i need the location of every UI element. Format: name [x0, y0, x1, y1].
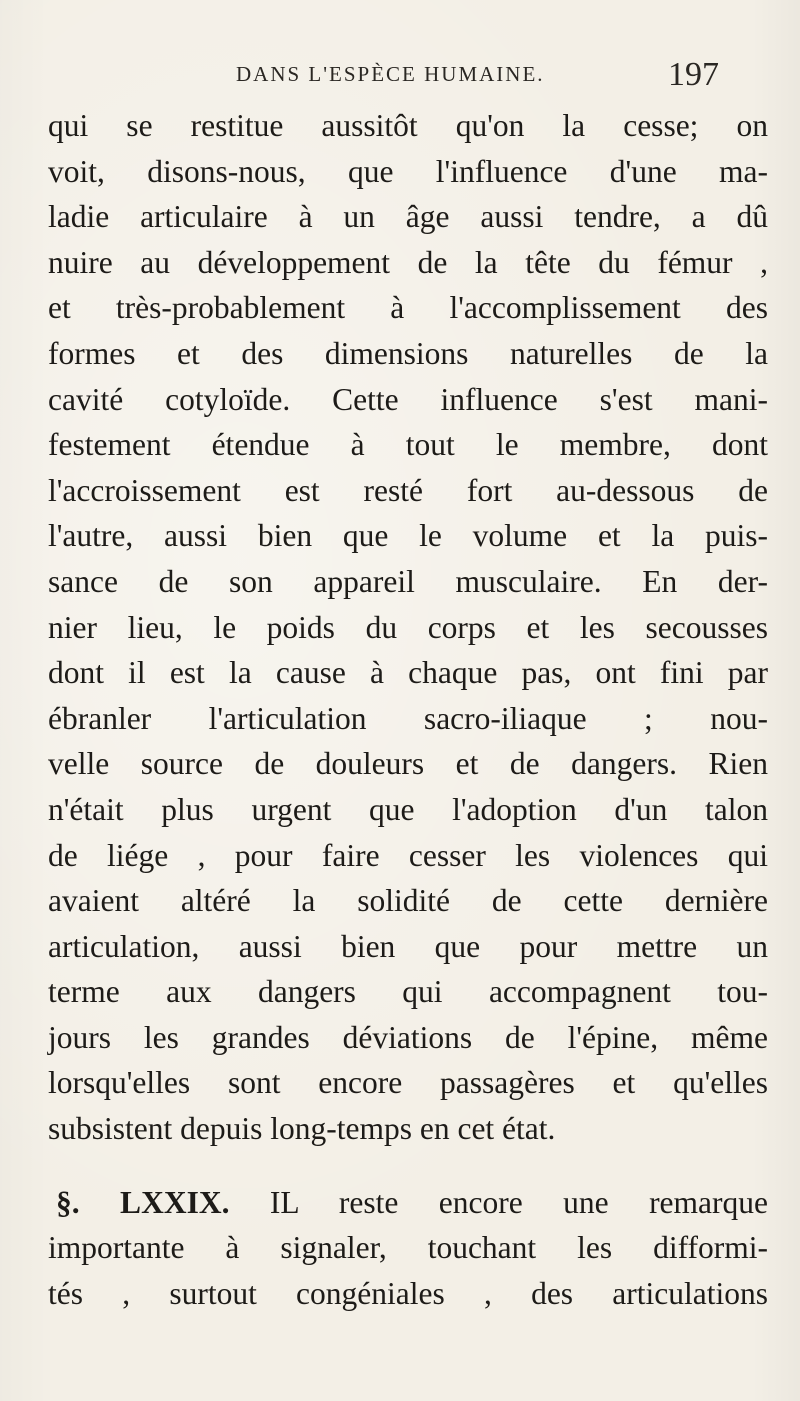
body-text	[48, 103, 768, 1316]
text-line: formes et des dimensions naturelles de la	[48, 335, 768, 371]
text-line: lorsqu'elles sont encore passagères et qu'elles	[48, 1065, 768, 1101]
running-head-title: DANS L'ESPÈCE HUMAINE.	[236, 62, 545, 86]
text-line: importante à signaler, touchant les difformi-	[48, 1230, 768, 1266]
text-line: l'autre, aussi bien que le volume et la puis-	[48, 518, 768, 554]
text-line-start: IL reste encore une remarque	[269, 1184, 768, 1220]
text-line: voit, disons-nous, que l'influence d'une ma-	[48, 153, 768, 189]
section-number: §. LXXIX.	[56, 1184, 230, 1220]
page-number: 197	[668, 56, 719, 93]
text-line: qui se restitue aussitôt qu'on la cesse; on	[48, 108, 768, 143]
text-line: terme aux dangers qui accompagnent tou-	[48, 974, 768, 1010]
text-line: l'accroissement est resté fort au-dessous de	[48, 472, 768, 508]
text-line: dont il est la cause à chaque pas, ont fini par	[48, 655, 768, 691]
text-line: ébranler l'articulation sacro-iliaque ; nou-	[48, 700, 768, 736]
text-line: subsistent depuis long-temps en cet état.	[48, 1111, 556, 1147]
text-line: nuire au développement de la tête du fémur ,	[48, 244, 768, 280]
running-head	[0, 56, 800, 96]
text-line: de liége , pour faire cesser les violences qui	[48, 837, 768, 873]
text-line: ladie articulaire à un âge aussi tendre, a dû	[48, 199, 768, 235]
paragraph	[48, 1180, 768, 1317]
text-line: festement étendue à tout le membre, dont	[48, 427, 768, 463]
text-line: jours les grandes déviations de l'épine, même	[48, 1019, 768, 1055]
paragraph-gap	[48, 1152, 768, 1180]
text-line: articulation, aussi bien que pour mettre un	[48, 928, 768, 964]
text-line: nier lieu, le poids du corps et les secousses	[48, 609, 768, 645]
text-line: et très-probablement à l'accomplissement des	[48, 290, 768, 326]
text-line: n'était plus urgent que l'adoption d'un talon	[48, 791, 768, 827]
text-line: cavité cotyloïde. Cette influence s'est mani-	[48, 381, 768, 417]
paragraph	[48, 103, 768, 1152]
text-line: avaient altéré la solidité de cette dernière	[48, 883, 768, 919]
text-line: velle source de douleurs et de dangers. Rien	[48, 746, 768, 782]
text-line: sance de son appareil musculaire. En der-	[48, 563, 768, 599]
text-line: tés , surtout congéniales , des articulations	[48, 1275, 768, 1311]
section-heading-line	[48, 1180, 768, 1226]
